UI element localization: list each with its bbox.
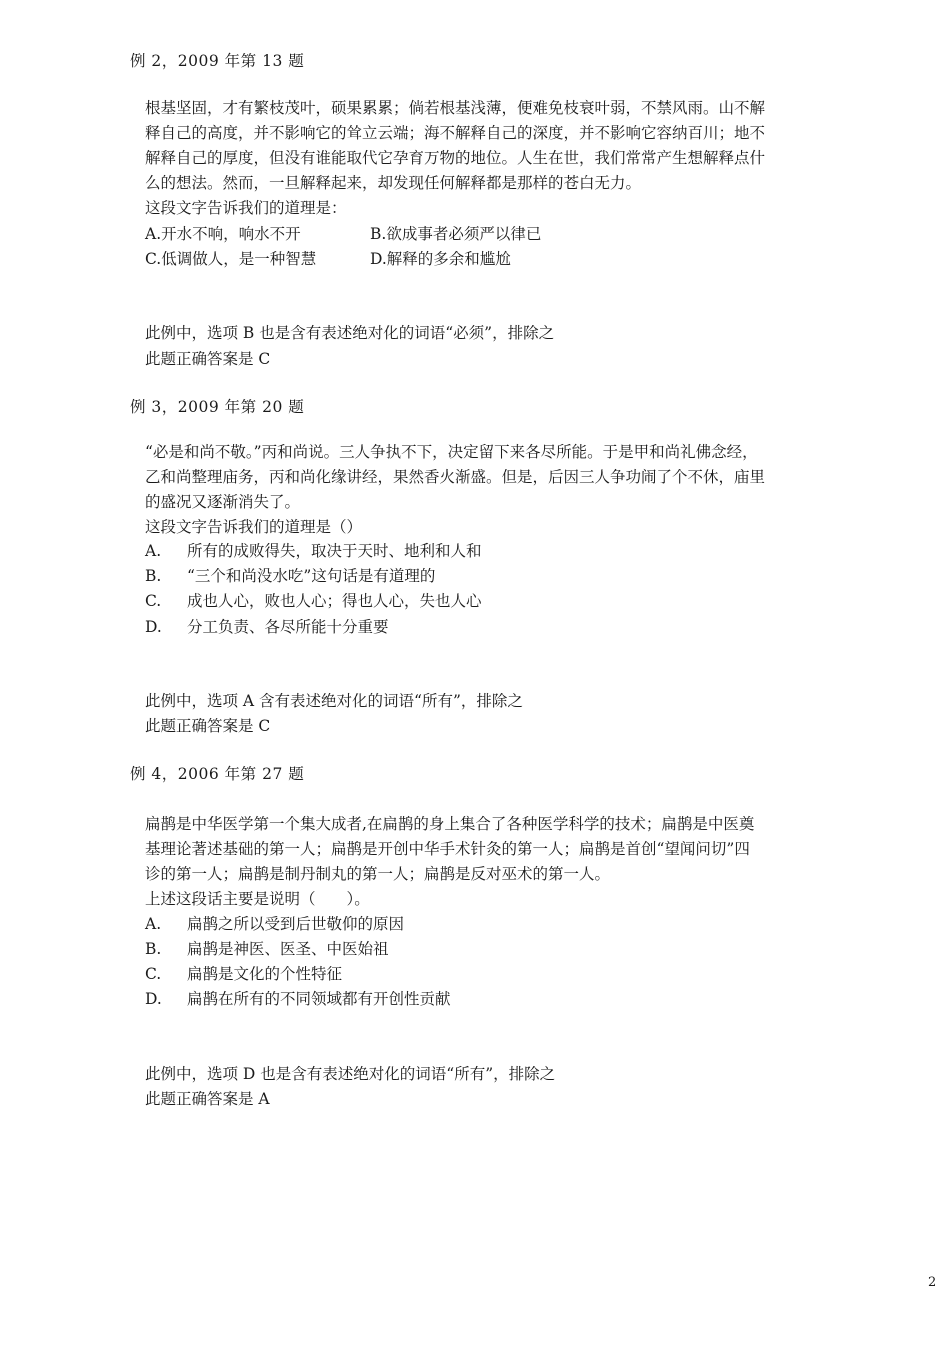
example-3-passage-line-3: 的盛况又逐渐消失了。 <box>145 493 301 511</box>
example-2-option-c: C.低调做人，是一种智慧 <box>145 250 317 268</box>
example-4-passage-line-2: 基理论著述基础的第一人；扁鹊是开创中华手术针灸的第一人；扁鹊是首创“望闻问切”四 <box>145 840 750 858</box>
example-3-option-c-text: 成也人心，败也人心；得也人心，失也人心 <box>187 592 482 610</box>
example-2-passage-line-2: 释自己的高度，并不影响它的耸立云端；海不解释自己的深度，并不影响它容纳百川；地不 <box>145 124 766 142</box>
example-4-option-d-letter: D. <box>145 990 162 1008</box>
example-2-heading: 例 2，2009 年第 13 题 <box>130 52 305 70</box>
example-2-option-a: A.开水不响，响水不开 <box>145 225 301 243</box>
page-number: 2 <box>928 1275 937 1290</box>
example-2-analysis: 此例中，选项 B 也是含有表述绝对化的词语“必须”，排除之 <box>145 324 555 342</box>
example-4-option-b-text: 扁鹊是神医、医圣、中医始祖 <box>187 940 389 958</box>
example-4-heading: 例 4，2006 年第 27 题 <box>130 765 305 783</box>
example-3-analysis: 此例中，选项 A 含有表述绝对化的词语“所有”，排除之 <box>145 692 523 710</box>
example-4-option-c-letter: C. <box>145 965 162 983</box>
example-3-option-d-letter: D. <box>145 618 162 636</box>
example-2-passage-line-3: 解释自己的厚度，但没有谁能取代它孕育万物的地位。人生在世，我们常常产生想解释点什 <box>145 149 766 167</box>
example-4-option-d-text: 扁鹊在所有的不同领域都有开创性贡献 <box>187 990 451 1008</box>
example-4-option-a-letter: A. <box>145 915 162 933</box>
example-3-option-d-text: 分工负责、各尽所能十分重要 <box>187 618 389 636</box>
example-2-question: 这段文字告诉我们的道理是： <box>145 199 347 217</box>
example-3-option-a-text: 所有的成败得失，取决于天时、地利和人和 <box>187 542 482 560</box>
example-3-passage-line-2: 乙和尚整理庙务，丙和尚化缘讲经，果然香火渐盛。但是，后因三人争功闹了个不休，庙里 <box>145 468 766 486</box>
example-3-option-c-letter: C. <box>145 592 162 610</box>
example-4-analysis: 此例中，选项 D 也是含有表述绝对化的词语“所有”，排除之 <box>145 1065 556 1083</box>
example-4-passage-line-3: 诊的第一人；扁鹊是制丹制丸的第一人；扁鹊是反对巫术的第一人。 <box>145 865 611 883</box>
example-4-question: 上述这段话主要是说明（ ）。 <box>145 890 370 908</box>
example-3-option-b-text: “三个和尚没水吃”这句话是有道理的 <box>187 567 436 585</box>
example-3-option-a-letter: A. <box>145 542 162 560</box>
example-4-option-c-text: 扁鹊是文化的个性特征 <box>187 965 343 983</box>
example-4-option-a-text: 扁鹊之所以受到后世敬仰的原因 <box>187 915 405 933</box>
example-2-option-d: D.解释的多余和尴尬 <box>370 250 511 268</box>
example-3-heading: 例 3，2009 年第 20 题 <box>130 398 305 416</box>
example-3-answer: 此题正确答案是 C <box>145 717 271 735</box>
example-3-passage-line-1: “必是和尚不敬。”丙和尚说。三人争执不下，决定留下来各尽所能。于是甲和尚礼佛念经， <box>145 443 758 461</box>
example-4-option-b-letter: B. <box>145 940 162 958</box>
example-2-passage-line-1: 根基坚固，才有繁枝茂叶，硕果累累；倘若根基浅薄，便难免枝衰叶弱，不禁风雨。山不解 <box>145 99 766 117</box>
example-2-option-b: B.欲成事者必须严以律已 <box>370 225 542 243</box>
example-2-passage-line-4: 么的想法。然而，一旦解释起来，却发现任何解释都是那样的苍白无力。 <box>145 174 642 192</box>
example-3-question: 这段文字告诉我们的道理是（） <box>145 518 363 536</box>
example-4-passage-line-1: 扁鹊是中华医学第一个集大成者,在扁鹊的身上集合了各种医学科学的技术；扁鹊是中医奠 <box>145 815 755 833</box>
example-3-option-b-letter: B. <box>145 567 162 585</box>
example-4-answer: 此题正确答案是 A <box>145 1090 270 1108</box>
example-2-answer: 此题正确答案是 C <box>145 350 271 368</box>
